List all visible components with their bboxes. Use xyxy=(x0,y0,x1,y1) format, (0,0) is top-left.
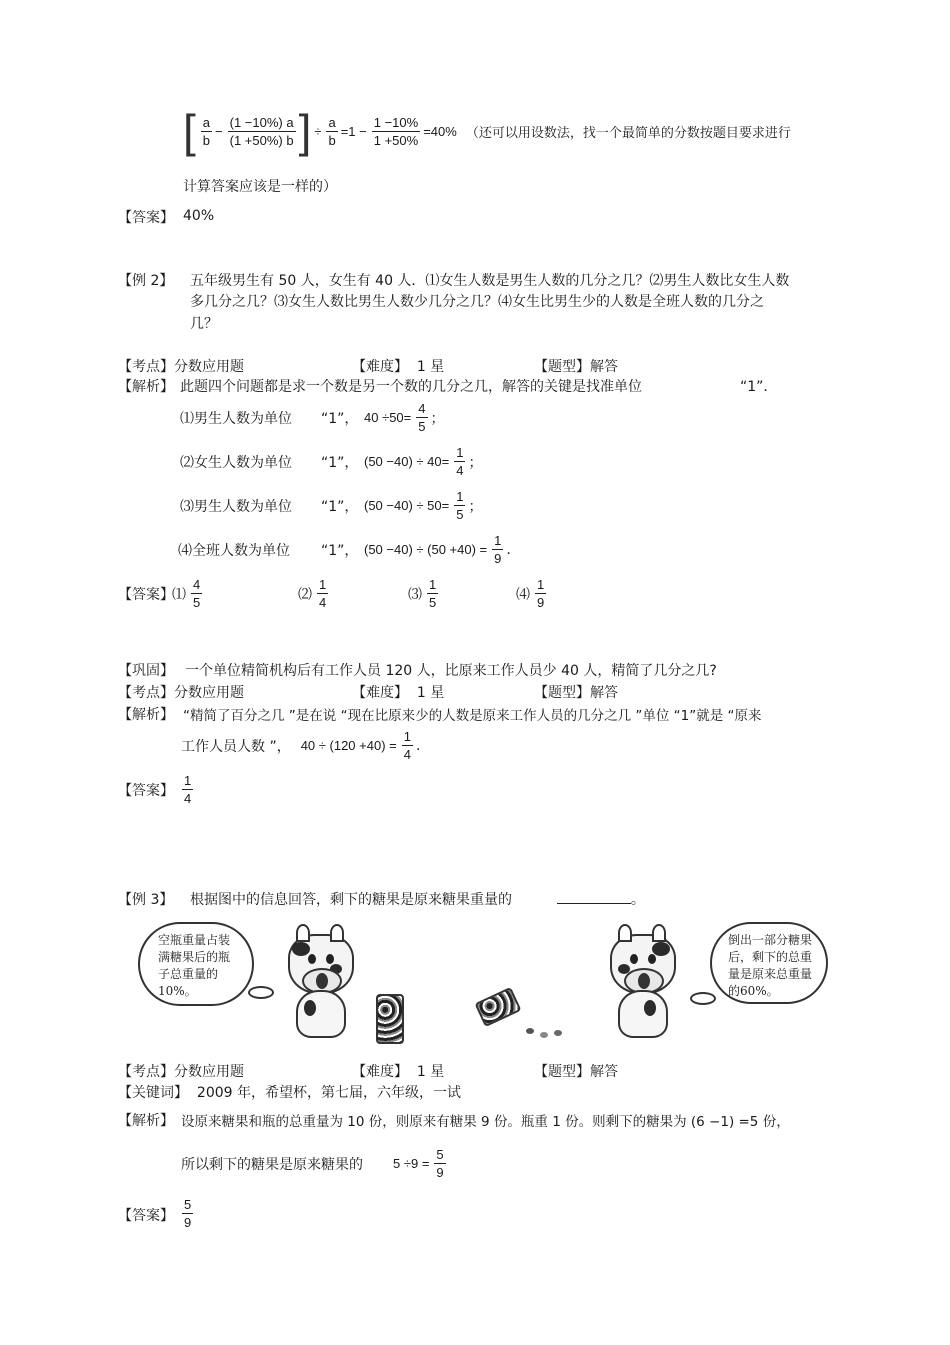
answer-fraction: $\frac{1}{4}$ xyxy=(184,773,192,806)
step-row: ⑴男生人数为单位 “1”， 40 ÷50= $\frac{4}{5}$ ； xyxy=(180,401,445,434)
fraction-a-over-b-2: $\frac{a}{b}$ xyxy=(328,114,336,148)
note-line-2: 计算答案应该是一样的） xyxy=(183,179,337,195)
jiexi-label: 【解析】 xyxy=(118,379,174,395)
example-label: 【例 2】 xyxy=(118,273,174,289)
answer-fraction: $\frac{5}{9}$ xyxy=(184,1197,192,1230)
answer-label: 【答案】 xyxy=(118,1208,174,1224)
jiexi-label: 【解析】 xyxy=(118,707,174,723)
cloud-text-right: 倒出一部分糖果后，剩下的总重量是原来总重量的60%。 xyxy=(728,933,813,998)
answer-item: ⑷ $\frac{1}{9}$ xyxy=(516,577,545,610)
jiexi-intro: 此题四个问题都是求一个数是另一个数的几分之几，解答的关键是找准单位 xyxy=(180,379,642,395)
question-line: 几？ xyxy=(190,316,218,332)
step-row: ⑶男生人数为单位 “1”， (50 −40) ÷ 50= $\frac{1}{5}$ ； xyxy=(180,489,483,522)
kaodian-row: 【考点】分数应用题 xyxy=(118,685,244,701)
gonggu-question: 一个单位精简机构后有工作人员 120 人，比原来工作人员少 40 人，精简了几分之几? xyxy=(185,663,717,679)
question-line: 五年级男生有 50 人，女生有 40 人．⑴女生人数是男生人数的几分之几？⑵男生人数比女生人数 xyxy=(190,273,790,289)
question-line: 多几分之几？⑶女生人数比男生人数少几分之几？⑷女生比男生少的人数是全班人数的几分之 xyxy=(190,294,764,310)
jiexi-intro-tail: “1”． xyxy=(740,379,778,395)
equation-line: [ $\frac{a}{b}$ − $\frac{(1 -10\%) a}{(1 +50\%) b}$ ] ÷ $\frac{a}{b}$ =1 − $\frac{1 -10\%}{1 +50\%}$ =40% （还可以用设数法，找一个最简单的分数按题目要求进行 xyxy=(183,105,791,157)
answer-blank xyxy=(557,889,631,904)
tixing-row: 【题型】解答 xyxy=(534,685,618,701)
left-bracket: [ xyxy=(183,105,196,157)
answer-item: ⑵ $\frac{1}{4}$ xyxy=(298,577,327,610)
example3-question: 根据图中的信息回答，剩下的糖果是原来糖果重量的 。 xyxy=(190,889,645,909)
tixing-row: 【题型】解答 xyxy=(534,1064,618,1080)
answer-item: ⑴ $\frac{4}{5}$ xyxy=(172,577,201,610)
example-label: 【例 3】 xyxy=(118,892,174,908)
cow-right-body xyxy=(618,990,668,1038)
cow-right-head xyxy=(610,934,676,994)
nandu-row: 【难度】 1 星 xyxy=(352,359,445,375)
jiexi-line: “精简了百分之几 ”是在说 “现在比原来少的人数是原来工作人员的几分之几 ”单位 “1”就是 “原来 xyxy=(183,708,762,724)
jiexi-line: 设原来糖果和瓶的总重量为 10 份，则原来有糖果 9 份。瓶重 1 份。则剩下的糖果为 (6 −1) =5 份， xyxy=(181,1114,790,1130)
nandu-row: 【难度】 1 星 xyxy=(352,685,445,701)
fraction-term-4: $\frac{1 -10\%}{1 +50\%}$ xyxy=(373,114,419,148)
step-row: ⑵女生人数为单位 “1”， (50 −40) ÷ 40= $\frac{1}{4}$ ； xyxy=(180,445,483,478)
jiexi-label: 【解析】 xyxy=(118,1113,174,1129)
candy-jar-tipped xyxy=(474,987,521,1027)
fraction-a-over-b: $\frac{a}{b}$ xyxy=(202,114,211,148)
kaodian-row: 【考点】分数应用题 xyxy=(118,359,244,375)
tixing-row: 【题型】解答 xyxy=(534,359,618,375)
answer-label: 【答案】 xyxy=(118,783,174,799)
nandu-row: 【难度】 1 星 xyxy=(352,1064,445,1080)
cow-left-body xyxy=(296,990,346,1038)
guanjianci-row: 【关键词】 2009 年，希望杯，第七届，六年级，一试 xyxy=(118,1085,461,1101)
cow-left-head xyxy=(288,934,354,994)
note-line-1: （还可以用设数法，找一个最简单的分数按题目要求进行 xyxy=(465,125,791,141)
right-bracket: ] xyxy=(298,105,312,157)
jiexi-line: 工作人员人数 ”， 40 ÷ (120 +40) = $\frac{1}{4}$ . xyxy=(181,729,421,762)
answer-value: 40% xyxy=(183,208,215,224)
answer-label: 【答案】 xyxy=(118,587,174,603)
kaodian-row: 【考点】分数应用题 xyxy=(118,1064,244,1080)
candy-jar-full xyxy=(376,994,404,1044)
answer-item: ⑶ $\frac{1}{5}$ xyxy=(408,577,437,610)
cloud-text-left: 空瓶重量占装满糖果后的瓶子总重量的10%。 xyxy=(158,933,231,998)
jiexi-line: 所以剩下的糖果是原来糖果的 5 ÷9 = $\frac{5}{9}$ xyxy=(181,1147,444,1180)
step-row: ⑷全班人数为单位 “1”， (50 −40) ÷ (50 +40) = $\frac{1}{9}$ . xyxy=(178,533,511,566)
fraction-term-2: $\frac{(1 -10\%) a}{(1 +50\%) b}$ xyxy=(229,114,294,148)
gonggu-label: 【巩固】 xyxy=(118,663,174,679)
answer-label: 【答案】 xyxy=(118,210,174,226)
illustration xyxy=(130,914,830,1064)
